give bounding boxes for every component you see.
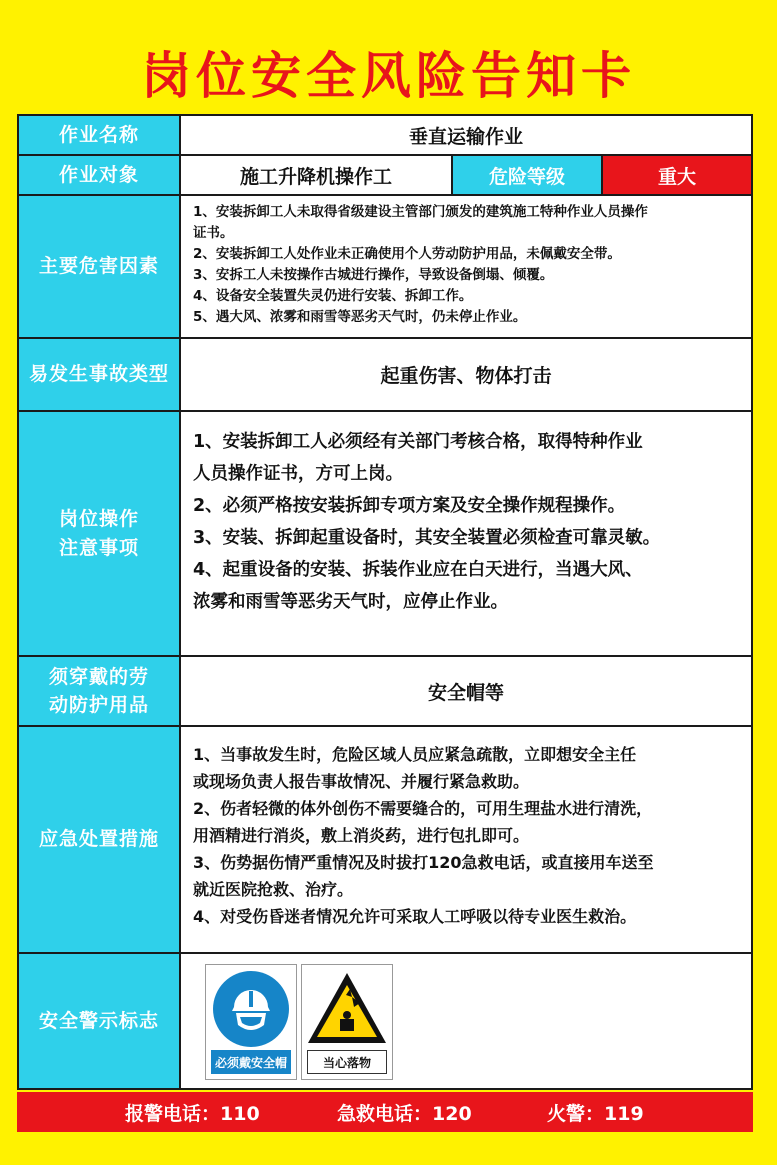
falling-object-warning-icon: [302, 967, 392, 1051]
list-item: 2、安装拆卸工人处作业未正确使用个人劳动防护用品，未佩戴安全带。: [193, 246, 621, 262]
hazards-list: [181, 196, 751, 337]
ppe-value: 安全帽等: [427, 681, 504, 704]
alarm-phone: 报警电话：110: [125, 1102, 260, 1125]
signs-label: 安全警示标志: [19, 954, 181, 1088]
accident-type-value: 起重伤害、物体打击: [380, 365, 552, 387]
row-ppe: [19, 657, 751, 727]
sign-helmet: [205, 964, 297, 1080]
ppe-label: 须穿戴的劳 动防护用品: [19, 657, 181, 725]
hazards-label: 主要危害因素: [19, 196, 181, 337]
emergency-list: [181, 727, 751, 952]
row-accident-type: [19, 339, 751, 412]
risk-card: [17, 114, 753, 1090]
list-item: 4、对受伤昏迷者情况允许可采取人工呼吸以待专业医生救治。: [193, 907, 637, 926]
list-item: 2、必须严格按安装拆卸专项方案及安全操作规程操作。: [193, 496, 626, 516]
risk-level-value: 重大: [603, 156, 751, 194]
ambulance-phone: 急救电话：120: [337, 1102, 472, 1125]
helmet-icon: [206, 967, 296, 1051]
list-item: 1、安装拆卸工人必须经有关部门考核合格，取得特种作业: [193, 432, 643, 452]
job-target-label: 作业对象: [19, 156, 181, 194]
row-signs: [19, 954, 751, 1088]
precautions-list: [181, 412, 751, 655]
job-target-value: 施工升降机操作工: [181, 156, 453, 194]
list-item: 3、安拆工人未按操作古城进行操作，导致设备倒塌、倾覆。: [193, 267, 554, 283]
row-emergency: [19, 727, 751, 954]
list-item: 4、起重设备的安装、拆装作业应在白天进行，当遇大风、: [193, 560, 643, 580]
risk-level-label: 危险等级: [453, 156, 603, 194]
row-job-target: [19, 156, 751, 196]
list-item: 3、伤势据伤情严重情况及时拔打120急救电话，或直接用车送至: [193, 853, 654, 872]
precautions-label: 岗位操作 注意事项: [19, 412, 181, 655]
list-item: 2、伤者轻微的体外创伤不需要缝合的，可用生理盐水进行清洗，: [193, 799, 653, 818]
job-name-value: 垂直运输作业: [408, 125, 523, 148]
row-job-name: [19, 116, 751, 156]
accident-type-label: 易发生事故类型: [19, 339, 181, 410]
list-item: 浓雾和雨雪等恶劣天气时，应停止作业。: [193, 592, 508, 612]
page-title: 岗位安全风险告知卡: [141, 47, 636, 105]
list-item: 5、遇大风、浓雾和雨雪等恶劣天气时，仍未停止作业。: [193, 309, 527, 325]
list-item: 证书。: [193, 225, 234, 241]
sign-falling-caption: 当心落物: [307, 1050, 387, 1074]
emergency-phone-bar: [17, 1092, 753, 1132]
list-item: 就近医院抢救、治疗。: [193, 880, 354, 899]
list-item: 4、设备安全装置失灵仍进行安装、拆卸工作。: [193, 288, 473, 304]
fire-phone: 火警：119: [547, 1102, 644, 1125]
list-item: 或现场负责人报告事故情况、并履行紧急救助。: [193, 772, 530, 791]
row-hazards: [19, 196, 751, 339]
list-item: 人员操作证书，方可上岗。: [193, 464, 403, 484]
list-item: 用酒精进行消炎，敷上消炎药，进行包扎即可。: [193, 826, 530, 845]
list-item: 3、安装、拆卸起重设备时，其安全装置必须检查可靠灵敏。: [193, 528, 661, 548]
sign-helmet-caption: 必须戴安全帽: [211, 1050, 291, 1074]
list-item: 1、当事故发生时，危险区域人员应紧急疏散，立即想安全主任: [193, 745, 637, 764]
sign-falling: [301, 964, 393, 1080]
emergency-label: 应急处置措施: [19, 727, 181, 952]
list-item: 1、安装拆卸工人未取得省级建设主管部门颁发的建筑施工特种作业人员操作: [193, 204, 648, 220]
job-name-label: 作业名称: [19, 116, 181, 154]
row-precautions: [19, 412, 751, 657]
